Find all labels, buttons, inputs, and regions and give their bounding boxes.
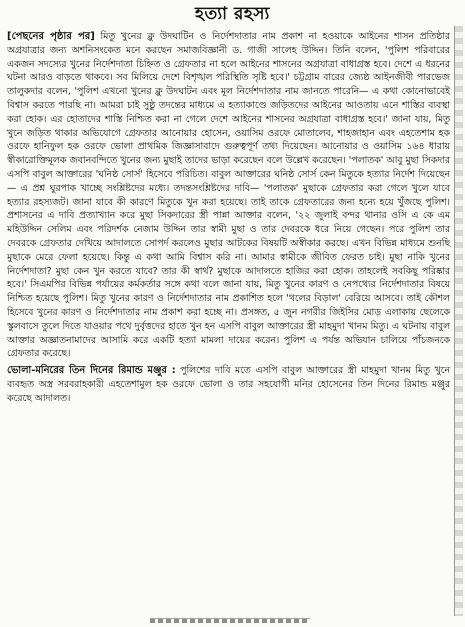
article-paragraph-1 [7,30,450,361]
paragraph-1-text: মিতু খুনের ক্লু উদঘাটিন ও নির্দেশদাতার নাম প্রকাশ না হওয়াকে আইনের শাসন প্রতিষ্ঠার অগ্রযাত্রার জন্য অশনিসংকেত মনে করছেন সমাজবিজ্ঞানী ড. গাজী সালেহ উদ্দিন। তিনি বলেন, 'পুলিশ পরিবারের একজন সদস্যের খুনের নির্দেশদাতা চিহ্নিত ও গ্রেফতার না হলে আইনের শাসনের অগ্রযাত্রা বাধাগ্রস্ত হবে। দেশে এ ধরনের ঘটনা আরও বাড়তে থাকবে। সব মিলিয়ে দেশে বিশৃঙ্খল পরিস্থিতি সৃষ্টি হবে।' চট্টগ্রাম বারের জ্যেষ্ঠ আইনজীবী পারভেজ তালুকদার বলেন, 'পুলিশ এখনো খুনের ক্লু উদঘাটন এবং মূল নির্দেশদাতার নাম জানতে পারেনি— এ কথা কোনোভাবেই বিশ্বাস করতে পারছি না। আমরা চাই সুষ্ঠু তদন্তের মাধ্যমে এ হত্যাকাণ্ডে জড়িতদের আইনের আওতায় এনে শাস্তির ব্যবস্থা করা হোক। এর হোতাদের শাস্তি নিশ্চিত করা না গেলে দেশে আইনের শাসনের অগ্রযাত্রা বাধাগ্রস্ত হবে।' জানা যায়, মিতু খুনে জড়িত থাকার অভিযোগে গ্রেফতার আনোয়ার হোসেন, ওয়াসিম ওরফে মোতালেব, শাহজাহান এবং এহতেশাম হক ওরফে হানিফুল হক ওরফে ভোলা প্রাথমিক জিজ্ঞাসাবাদে গুরুত্বপূর্ণ তথ্য দিয়েছেন। আনোয়ার ও ওয়াসিম ১৬৪ ধারায় স্বীকারোক্তিমূলক জবানবন্দিতে খুনের জন্য মুছাই তাদের ভাড়া করেছেন বলে উল্লেখ করেছেন। 'পলাতক' আবু মুছা সিকদার এসপি বাবুল আক্তারের 'ঘনিষ্ঠ সোর্স' হিসেবে পরিচিত। বাবুল আক্তারের ঘনিষ্ঠ সোর্স কেন মিতুকে হত্যার নির্দেশ দিয়েছেন— এ প্রশ্ন ঘুরপাক খাচ্ছে সংশ্লিষ্টদের মধ্যে। তদন্তসংশ্লিষ্টদের দাবি— 'পলাতক' মুছাকে গ্রেফতার করা গেলে খুলে যাবে হত্যার রহস্যজট। জানা যাবে কী কারণে মিতুকে খুন করা হয়েছে। তাই তাকে গ্রেফতারের জন্য হন্যে হয়ে খুঁজছে পুলিশ। প্রশাসনের এ দাবি প্রত্যাখ্যান করে মুছা সিকদারের স্ত্রী পান্না আক্তার বলেন, '২২ জুলাই বন্দর থানার ওসি এ কে এম মহিউদ্দিন সেলিম এবং পরিদর্শক নেজাম উদ্দিন তার স্বামী মুছা ও তার দেবরকে ধরে নিয়ে গেছেন। পরে পুলিশ তার দেবরকে গ্রেফতার দেখিয়ে আদালতে সোপর্দ করলেও মুছার আটকের বিষয়টি অস্বীকার করছে। এখন বিভিন্ন মাধ্যমে শুনছি মুছাকে মেরে ফেলা হয়েছে। কিন্তু এ কথা আমি বিশ্বাস করি না। আমার স্বামীকে জীবিত ফেরত চাই। মুছা নাকি খুনের নির্দেশদাতা? মুছা কেন খুন করতে যাবে? তার কী স্বার্থ? মুছাকে আদালতে হাজির করা হোক। তাহলেই সবকিছু পরিষ্কার হবে।' সিএমপির বিভিন্ন পর্যায়ের কর্মকর্তার সঙ্গে কথা বলে জানা যায়, মিতু খুনের কারণ ও নেপথ্যের নির্দেশদাতার বিষয়ে নিশ্চিত হয়েছে পুলিশ। মিতু খুনের কারণ ও নির্দেশদাতার নাম প্রকাশিত হলে 'থলের বিড়াল' বেরিয়ে আসবে। তাই কৌশল হিসেবে খুনের কারণ ও নির্দেশদাতার নাম প্রকাশ করা হচ্ছে না। প্রসঙ্গত, ৫ জুন নগরীর জিইসির মোড় এলাকায় ছেলেকে স্কুলবাসে তুলে দিতে যাওয়ার পথে দুর্বৃত্তদের হাতে খুন হন এসপি বাবুল আক্তারের স্ত্রী মাহমুদা খানম মিতু। এ ঘটনায় বাবুল আক্তার অজ্ঞাতনামাদের আসামি করে একটি হত্যা মামলা দায়ের করেন। পুলিশ এ পর্যন্ত অভিযান চালিয়ে পাঁচজনকে গ্রেফতার করেছে। [7,31,450,360]
article-paragraph-2 [7,364,450,405]
article-body [7,30,450,406]
remand-subheading: ভোলা-মনিরের তিন দিনের রিমান্ড মঞ্জুর : [7,365,176,377]
article-headline: হত্যা রহস্য [195,4,270,24]
paragraph-2-text: পুলিশের দাবি মতে এসপি বাবুল আক্তারের স্ত্রী মাহমুদা খানম মিতু খুনে ব্যবহৃত অস্ত্র সরবরাহকারী এহতেশামুল হক ওরফে ভোলা ও তার সহযোগী মনির হোসেনের তিন দিনের রিমান্ড মঞ্জুর করেছে আদালত। [7,365,450,404]
continuation-tag: [পেছনের পৃষ্ঠার পর] [7,31,95,42]
adjacent-column-edge [454,26,463,616]
cut-off-footer [150,618,310,623]
